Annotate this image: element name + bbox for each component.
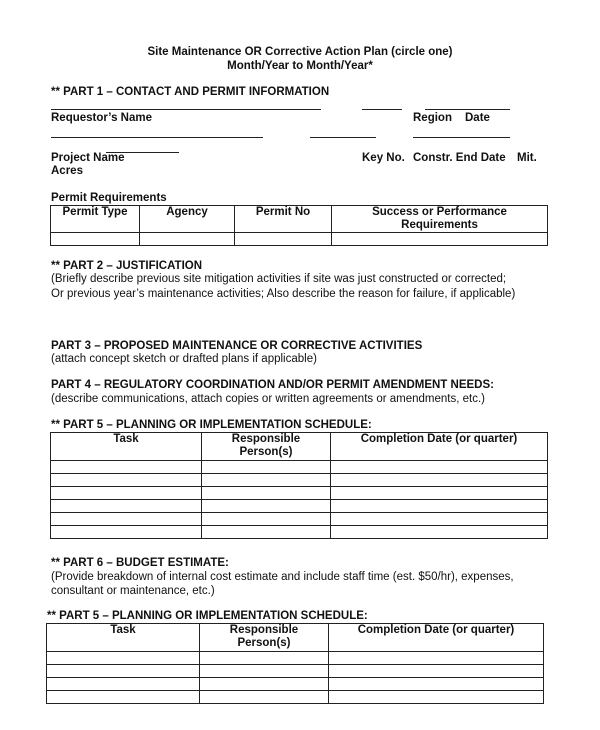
schedule-cell[interactable] [331, 500, 548, 513]
success-header-line2: Requirements [401, 219, 478, 231]
schedule-cell[interactable] [331, 526, 548, 539]
schedule-cell-2[interactable] [47, 678, 200, 691]
responsible-header-2 [200, 624, 329, 652]
schedule-cell[interactable] [202, 513, 331, 526]
schedule-table [50, 432, 548, 539]
part5-heading: ** PART 5 – PLANNING OR IMPLEMENTATION SCHEDULE: [51, 419, 372, 431]
form-title: Site Maintenance OR Corrective Action Plan (circle one) [147, 46, 453, 58]
schedule-cell[interactable] [331, 474, 548, 487]
completion-date-header: Completion Date (or quarter) [331, 433, 548, 461]
part5b-heading: ** PART 5 – PLANNING OR IMPLEMENTATION SCHEDULE: [47, 610, 368, 622]
permit-cell[interactable] [235, 233, 332, 246]
schedule-cell[interactable] [331, 513, 548, 526]
schedule-cell[interactable] [331, 461, 548, 474]
part2-heading: ** PART 2 – JUSTIFICATION [51, 260, 203, 272]
task-header: Task [51, 433, 202, 461]
schedule-cell-2[interactable] [329, 678, 544, 691]
schedule-cell-2[interactable] [329, 691, 544, 704]
schedule-cell[interactable] [202, 500, 331, 513]
schedule-cell[interactable] [51, 487, 202, 500]
part6-text-line1: (Provide breakdown of internal cost estimate and include staff time (est. $50/hr), expenses, [51, 571, 514, 583]
schedule-cell[interactable] [202, 474, 331, 487]
project-name-line[interactable] [51, 137, 263, 138]
part6-heading: ** PART 6 – BUDGET ESTIMATE: [51, 557, 229, 569]
schedule-table-2 [46, 623, 544, 704]
responsible-header [202, 433, 331, 461]
permit-cell[interactable] [51, 233, 140, 246]
schedule-cell[interactable] [51, 500, 202, 513]
schedule-cell-2[interactable] [329, 665, 544, 678]
keyno-line[interactable] [310, 137, 376, 138]
agency-header: Agency [140, 206, 235, 233]
success-requirements-header [332, 206, 548, 233]
schedule-cell[interactable] [51, 513, 202, 526]
schedule-cell-2[interactable] [47, 652, 200, 665]
part2-text-line1: (Briefly describe previous site mitigation activities if site was just constructed or corrected; [51, 273, 507, 285]
permit-cell[interactable] [140, 233, 235, 246]
date-line[interactable] [425, 109, 510, 110]
schedule-cell[interactable] [331, 487, 548, 500]
constr-end-date-label: Constr. End Date [413, 152, 506, 164]
schedule-cell[interactable] [202, 461, 331, 474]
completion-date-header-2: Completion Date (or quarter) [329, 624, 544, 652]
schedule-cell[interactable] [51, 526, 202, 539]
schedule-cell-2[interactable] [47, 665, 200, 678]
region-label: Region [413, 112, 452, 124]
responsible-header-2-line1: Responsible [229, 624, 299, 636]
part2-text-line2: Or previous year’s maintenance activities; Also describe the reason for failure, if applicable) [51, 288, 516, 300]
schedule-cell[interactable] [202, 487, 331, 500]
region-line[interactable] [362, 109, 402, 110]
form-subtitle: Month/Year to Month/Year* [227, 60, 373, 72]
responsible-header-line2: Person(s) [239, 446, 293, 458]
part4-text: (describe communications, attach copies or written agreements or amendments, etc.) [51, 393, 485, 405]
permit-no-header: Permit No [235, 206, 332, 233]
mit-label: Mit. [517, 152, 537, 164]
schedule-cell-2[interactable] [200, 691, 329, 704]
schedule-cell[interactable] [202, 526, 331, 539]
part4-heading: PART 4 – REGULATORY COORDINATION AND/OR PERMIT AMENDMENT NEEDS: [51, 379, 494, 391]
part6-text-line2: consultant or maintenance, etc.) [51, 585, 215, 597]
permit-type-header: Permit Type [51, 206, 140, 233]
permit-table [50, 205, 548, 246]
part3-text: (attach concept sketch or drafted plans if applicable) [51, 353, 317, 365]
schedule-cell-2[interactable] [200, 665, 329, 678]
requestor-line[interactable] [51, 109, 321, 110]
schedule-cell-2[interactable] [329, 652, 544, 665]
part3-heading: PART 3 – PROPOSED MAINTENANCE OR CORRECTIVE ACTIVITIES [51, 340, 423, 352]
task-header-2: Task [47, 624, 200, 652]
permit-cell[interactable] [332, 233, 548, 246]
responsible-header-line1: Responsible [231, 433, 301, 445]
part1-heading: ** PART 1 – CONTACT AND PERMIT INFORMATION [51, 86, 330, 98]
permit-requirements-label: Permit Requirements [51, 192, 167, 204]
schedule-cell-2[interactable] [200, 652, 329, 665]
date-label: Date [465, 112, 490, 124]
schedule-cell-2[interactable] [47, 691, 200, 704]
schedule-cell[interactable] [51, 474, 202, 487]
success-header-line1: Success or Performance [372, 206, 507, 218]
requestor-label: Requestor’s Name [51, 112, 152, 124]
constr-date-line[interactable] [413, 137, 510, 138]
acres-label: Acres [51, 165, 83, 177]
keyno-label: Key No. [362, 152, 405, 164]
project-name-label: Project Name [51, 152, 125, 164]
responsible-header-2-line2: Person(s) [237, 637, 291, 649]
schedule-cell[interactable] [51, 461, 202, 474]
schedule-cell-2[interactable] [200, 678, 329, 691]
